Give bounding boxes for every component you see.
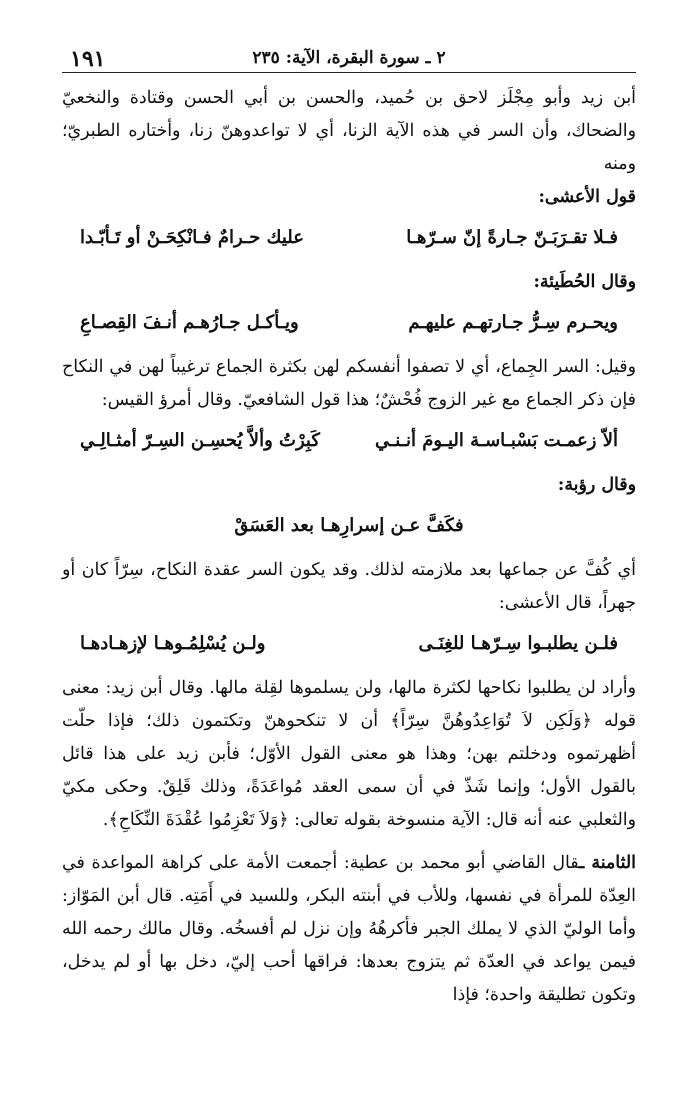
spacer bbox=[62, 837, 636, 847]
page-number: ١٩١ bbox=[70, 46, 106, 72]
verse-2-second-hemistich: ويـأكـل جـارُهـم أنـفَ القِصـاعِ bbox=[80, 312, 299, 333]
verse-intro-4: وقال رؤبة: bbox=[557, 475, 636, 495]
verse-5-first-hemistich: فلـن يطلبـوا سِـرّهـا للغِنَـى bbox=[418, 633, 618, 654]
paragraph-4: وأراد لن يطلبوا نكاحها لكثرة مالها، ولن يسلموها لقِلة مالها. وقال أبن زيد: معنى قوله ﴿وَلَكِن لاَ تُوَاعِدُوهُنَّ سِرّاً﴾ أن لا تنكحوهنّ وتكتمون ذلك؛ فإذا حلّت أظهرتموه ودخلتم بهن؛ وهذا هو معنى القول الأوّل؛ فأبن زيد على هذا قائل بالقول الأول؛ وإنما شَذّ في أن سمى العقد مُواعَدَةً، وذلك قَلِقٌ. وحكى مكيّ والثعلبي عنه أنه قال: الآية منسوخة بقوله تعالى: ﴿وَلاَ تَعْزِمُوا عُقْدَةَ النِّكَاحِ﴾. bbox=[62, 678, 636, 830]
verse-3 bbox=[80, 421, 618, 461]
paragraph-2: وقيل: السر الجِماع، أي لا تصفوا أنفسكم لهن بكثرة الجماع ترغيباً لهن في النكاح فإن ذكر الجماع مع غير الزوج فُحْشٌ؛ هذا قول الشافعيّ. وقال أمرؤ القيس: bbox=[62, 357, 636, 410]
paragraph-5-text: قال القاضي أبو محمد بن عطية: أجمعت الأمة على كراهة المواعدة في العِدّة للمرأة في نفسها، وللأب في أبنته البكر، وللسيد في أَمَتِه. قال أبن المَوّاز: وأما الوليّ الذي لا يملك الجبر فأكرهُهُ وإن نزل لم أفسخُه. وقال مالك رحمه الله فيمن يواعد في العدّة ثم يتزوج بعدها: فراقها أحب إليّ، دخل بها أو لم يدخل، وتكون تطليقة واحدة؛ فإذا bbox=[62, 853, 636, 1005]
verse-2 bbox=[80, 303, 618, 343]
verse-1 bbox=[80, 218, 618, 258]
verse-2-first-hemistich: ويحـرم سِـرُّ جـارتهـم عليهـم bbox=[408, 312, 618, 333]
section-label: الثامنة ـ bbox=[579, 853, 636, 873]
paragraph-3: أي كُفَّ عن جماعها بعد ملازمته لذلك. وقد يكون السر عقدة النكاح، سِرّاً كان أو جهراً، قال الأعشى: bbox=[62, 560, 636, 613]
running-title: ٢ ـ سورة البقرة، الآية: ٢٣٥ bbox=[252, 48, 446, 68]
verse-intro-1: قول الأعشى: bbox=[538, 187, 636, 207]
paragraph-5 bbox=[62, 847, 636, 1012]
page-header bbox=[62, 38, 636, 73]
verse-5-second-hemistich: ولـن يُسْلِمُـوهـا لإزهـادهـا bbox=[80, 633, 266, 654]
paragraph-1: أبن زيد وأبو مِجْلَز لاحق بن حُميد، والحسن بن أبي الحسن وقتادة والنخعيّ والضحاك، وأن السر في هذه الآية الزنا، أي لا تواعدوهنّ زنا، وأختاره الطبريّ؛ ومنه bbox=[62, 88, 636, 174]
page-body bbox=[62, 82, 636, 1012]
verse-3-second-hemistich: كَبِرْتُ وألاَّ يُحسِـن السِـرّ أمثـالِـي bbox=[80, 430, 320, 451]
verse-1-first-hemistich: فـلا تقـرَبَـنّ جـارةً إنّ سـرّهـا bbox=[406, 227, 618, 248]
verse-4: فكَفَّ عـن إسرارِهـا بعد العَسَقْ bbox=[234, 515, 464, 536]
verse-1-second-hemistich: عليك حـرامٌ فـانْكِحَـنْ أو تَـأبّـدا bbox=[80, 227, 304, 248]
verse-3-first-hemistich: ألاّ زعمـت بَسْبـاسـة اليـومَ أنـنـي bbox=[374, 430, 618, 451]
verse-5 bbox=[80, 624, 618, 664]
verse-intro-2: وقال الحُطَيئة: bbox=[533, 272, 636, 292]
